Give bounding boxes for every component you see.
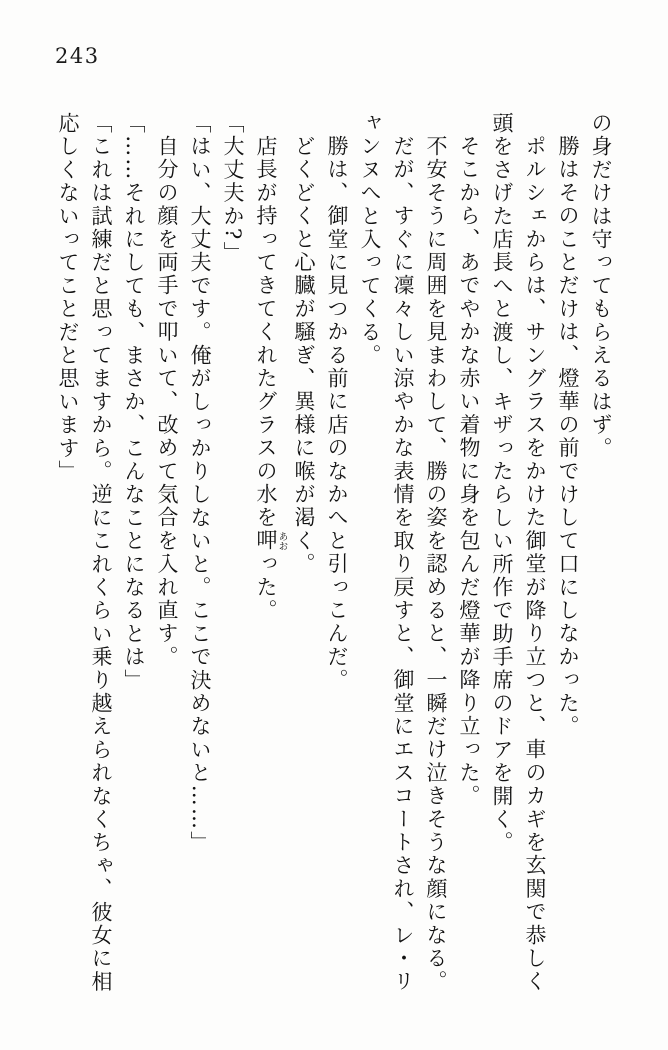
paragraph: 店長が持ってきてくれたグラスの水を呷あおった。	[254, 135, 288, 623]
paragraph: どくどくと心臓が騒ぎ、異様に喉が渇く。	[292, 135, 316, 576]
page-number: 243	[55, 44, 100, 68]
paragraph: そこから、あでやかな赤い着物に身を包んだ燈華が降り立った。	[457, 135, 481, 808]
paragraph: 「はい、大丈夫です。俺がしっかりしないと。ここで決めないと……」	[188, 112, 212, 855]
ruby-annotation: 呷あお	[254, 529, 288, 553]
paragraph: 自分の顔を両手で叩いて、改めて気合を入れ直す。	[155, 135, 179, 669]
paragraph: 勝はそのことだけは、燈華の前でけして口にしなかった。	[556, 135, 580, 739]
paragraph: 不安そうに周囲を見まわして、勝の姿を認めると、一瞬だけ泣きそうな顔になる。	[424, 135, 448, 994]
paragraph: だが、すぐに凜々しい涼やかな表情を取り戻すと、御堂にエスコートされ、レ・リャンヌへと入ってくる。	[358, 112, 415, 994]
paragraph: 「これは試練だと思ってますから。逆にこれくらい乗り越えられなくちゃ、彼女に相応しくないってことだと思います」	[56, 112, 113, 994]
text-block	[51, 112, 617, 1014]
paragraph: の身だけは守ってもらえるはず。	[589, 112, 613, 460]
paragraph: ポルシェからは、サングラスをかけた御堂が降り立つと、車のカギを玄関で恭しく頭をさげた店長へと渡し、キザったらしい所作で助手席のドアを開く。	[490, 112, 547, 994]
paragraph: 「大丈夫か?」	[221, 112, 245, 265]
paragraph: 「……それにしても、まさか、こんなことになるとは」	[122, 112, 146, 692]
paragraph: 勝は、御堂に見つかる前に店のなかへと引っこんだ。	[325, 135, 349, 692]
